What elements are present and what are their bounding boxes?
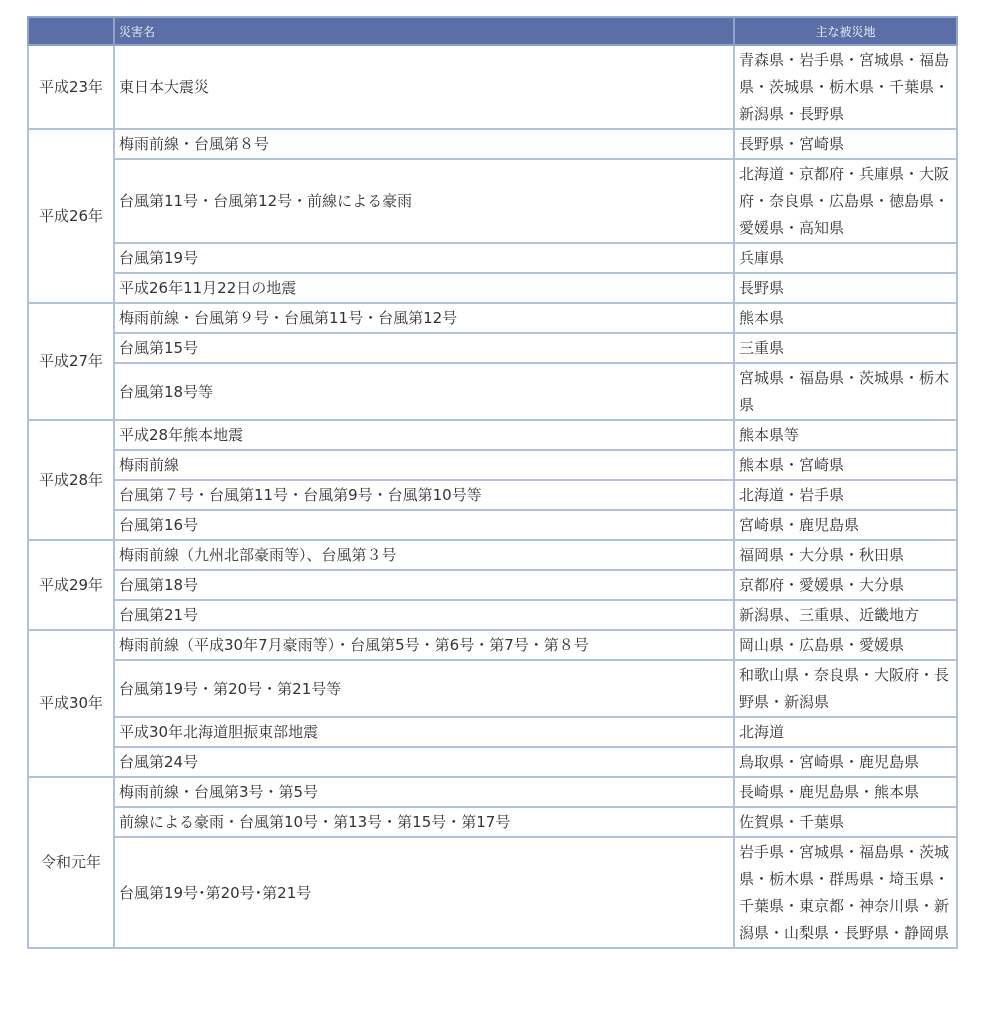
era-year-cell: 平成30年 <box>28 630 114 777</box>
disaster-name-cell: 梅雨前線（九州北部豪雨等）、台風第３号 <box>114 540 734 570</box>
table-row <box>28 273 957 303</box>
affected-areas-cell: 長野県・宮崎県 <box>734 129 957 159</box>
disaster-name-cell: 平成28年熊本地震 <box>114 420 734 450</box>
affected-areas-cell: 新潟県、三重県、近畿地方 <box>734 600 957 630</box>
affected-areas-cell: 熊本県 <box>734 303 957 333</box>
era-year-cell: 平成29年 <box>28 540 114 630</box>
disaster-name-cell: 平成30年北海道胆振東部地震 <box>114 717 734 747</box>
affected-areas-cell: 京都府・愛媛県・大分県 <box>734 570 957 600</box>
disaster-name-cell: 台風第11号・台風第12号・前線による豪雨 <box>114 159 734 243</box>
disaster-name-cell: 台風第18号等 <box>114 363 734 420</box>
header-year-cell <box>28 17 114 45</box>
disaster-name-cell: 東日本大震災 <box>114 45 734 129</box>
era-year-cell: 令和元年 <box>28 777 114 948</box>
affected-areas-cell: 福岡県・大分県・秋田県 <box>734 540 957 570</box>
affected-areas-cell: 宮崎県・鹿児島県 <box>734 510 957 540</box>
affected-areas-cell: 北海道・京都府・兵庫県・大阪府・奈良県・広島県・徳島県・愛媛県・高知県 <box>734 159 957 243</box>
table-row <box>28 303 957 333</box>
table-row <box>28 45 957 129</box>
table-header <box>28 17 957 45</box>
table-row <box>28 777 957 807</box>
table-row <box>28 480 957 510</box>
disaster-name-cell: 梅雨前線・台風第3号・第5号 <box>114 777 734 807</box>
table-row <box>28 837 957 948</box>
table-row <box>28 630 957 660</box>
disaster-name-cell: 台風第19号･第20号･第21号 <box>114 837 734 948</box>
disaster-name-cell: 台風第18号 <box>114 570 734 600</box>
table-row <box>28 600 957 630</box>
disaster-name-cell: 梅雨前線 <box>114 450 734 480</box>
era-year-cell: 平成26年 <box>28 129 114 303</box>
affected-areas-cell: 鳥取県・宮崎県・鹿児島県 <box>734 747 957 777</box>
table-row <box>28 129 957 159</box>
affected-areas-cell: 和歌山県・奈良県・大阪府・長野県・新潟県 <box>734 660 957 717</box>
table-body <box>28 45 957 948</box>
affected-areas-cell: 宮城県・福島県・茨城県・栃木県 <box>734 363 957 420</box>
table-row <box>28 747 957 777</box>
table-row <box>28 159 957 243</box>
disaster-name-cell: 台風第21号 <box>114 600 734 630</box>
disaster-name-cell: 梅雨前線・台風第９号・台風第11号・台風第12号 <box>114 303 734 333</box>
affected-areas-cell: 佐賀県・千葉県 <box>734 807 957 837</box>
disaster-table <box>27 16 958 949</box>
table-row <box>28 510 957 540</box>
affected-areas-cell: 北海道・岩手県 <box>734 480 957 510</box>
disaster-name-cell: 台風第19号 <box>114 243 734 273</box>
table-row <box>28 660 957 717</box>
affected-areas-cell: 三重県 <box>734 333 957 363</box>
disaster-name-cell: 台風第７号・台風第11号・台風第9号・台風第10号等 <box>114 480 734 510</box>
disaster-name-cell: 台風第16号 <box>114 510 734 540</box>
table-row <box>28 243 957 273</box>
affected-areas-cell: 岡山県・広島県・愛媛県 <box>734 630 957 660</box>
table-row <box>28 570 957 600</box>
disaster-name-cell: 梅雨前線・台風第８号 <box>114 129 734 159</box>
table-row <box>28 363 957 420</box>
affected-areas-cell: 熊本県等 <box>734 420 957 450</box>
era-year-cell: 平成27年 <box>28 303 114 420</box>
header-disaster-name: 災害名 <box>114 17 734 45</box>
header-row <box>28 17 957 45</box>
affected-areas-cell: 長野県 <box>734 273 957 303</box>
table-row <box>28 807 957 837</box>
table-row <box>28 420 957 450</box>
disaster-name-cell: 前線による豪雨・台風第10号・第13号・第15号・第17号 <box>114 807 734 837</box>
affected-areas-cell: 青森県・岩手県・宮城県・福島県・茨城県・栃木県・千葉県・新潟県・長野県 <box>734 45 957 129</box>
affected-areas-cell: 兵庫県 <box>734 243 957 273</box>
affected-areas-cell: 北海道 <box>734 717 957 747</box>
affected-areas-cell: 岩手県・宮城県・福島県・茨城県・栃木県・群馬県・埼玉県・千葉県・東京都・神奈川県・新潟県・山梨県・長野県・静岡県 <box>734 837 957 948</box>
disaster-name-cell: 台風第24号 <box>114 747 734 777</box>
disaster-name-cell: 平成26年11月22日の地震 <box>114 273 734 303</box>
table-row <box>28 717 957 747</box>
table-row <box>28 450 957 480</box>
header-affected-areas: 主な被災地 <box>734 17 957 45</box>
disaster-name-cell: 梅雨前線（平成30年7月豪雨等）・台風第5号・第6号・第7号・第８号 <box>114 630 734 660</box>
affected-areas-cell: 長崎県・鹿児島県・熊本県 <box>734 777 957 807</box>
era-year-cell: 平成28年 <box>28 420 114 540</box>
disaster-name-cell: 台風第15号 <box>114 333 734 363</box>
table-row <box>28 333 957 363</box>
disaster-name-cell: 台風第19号・第20号・第21号等 <box>114 660 734 717</box>
table-row <box>28 540 957 570</box>
era-year-cell: 平成23年 <box>28 45 114 129</box>
affected-areas-cell: 熊本県・宮崎県 <box>734 450 957 480</box>
